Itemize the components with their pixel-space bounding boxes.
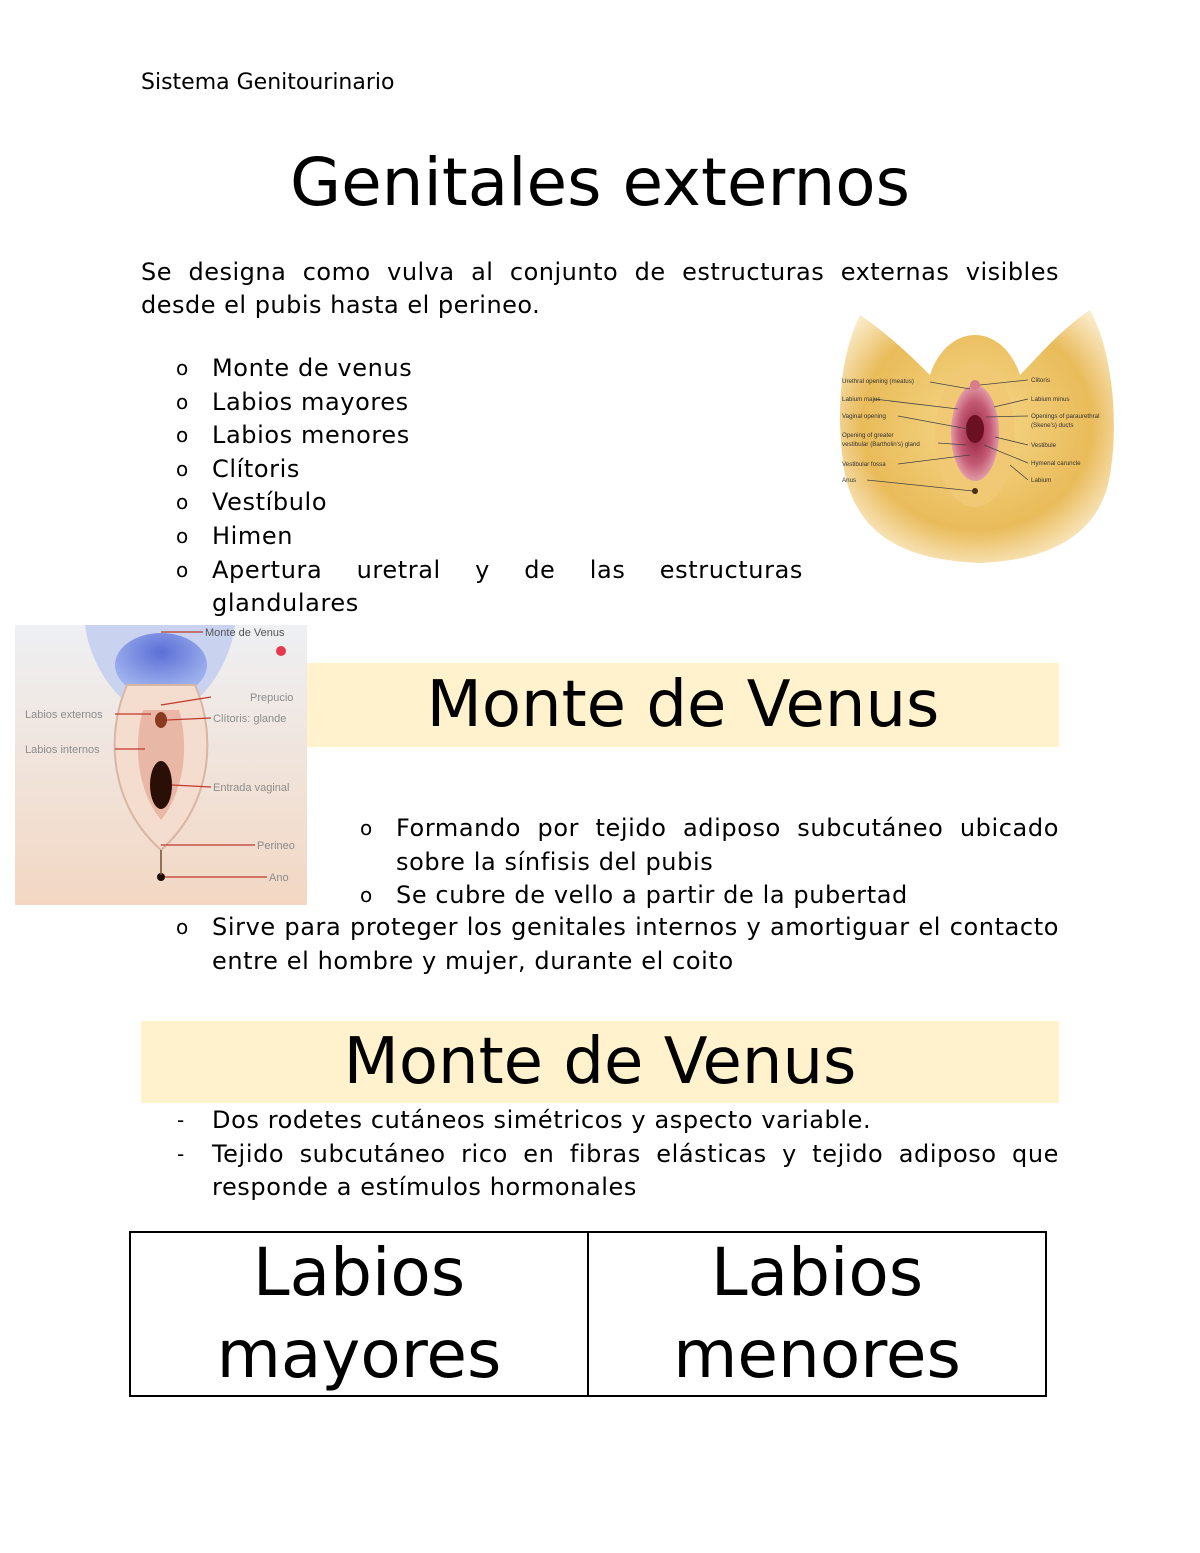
list-item: o Apertura uretral y de las estructuras glandulares <box>176 555 803 618</box>
bullet-marker: o <box>360 816 373 840</box>
figure-label: (Skene's) ducts <box>1031 422 1074 429</box>
section-heading: Monte de Venus <box>141 1021 1059 1103</box>
figure-label: Ano <box>269 872 289 884</box>
bullet-marker: o <box>176 456 189 481</box>
structures-list <box>141 352 803 621</box>
table-cell-labios-mayores: Labios mayores <box>216 1234 502 1393</box>
figure-label: Urethral opening (meatus) <box>842 378 914 385</box>
monte-de-venus-illustration <box>15 625 307 905</box>
vaginal-opening-shape <box>150 761 172 809</box>
figure-label: Vestibular fossa <box>842 461 886 468</box>
list-item: o Himen <box>141 520 803 554</box>
figure-label: Clítoris: glande <box>213 713 287 725</box>
list-item: o Monte de venus <box>141 352 803 386</box>
bullet-marker: o <box>176 389 189 414</box>
clitoris-shape <box>970 380 980 390</box>
figure-label: Clitoris <box>1031 377 1050 384</box>
vaginal-opening-shape <box>966 415 984 443</box>
figure-label: Vestibule <box>1031 442 1057 449</box>
figure-label: Labios externos <box>25 709 103 721</box>
figure-label: Vaginal opening <box>842 413 886 420</box>
figure-label: Anus <box>842 477 857 484</box>
figure-label: Monte de Venus <box>205 627 285 639</box>
list-item: o Sirve para proteger los genitales internos y amortiguar el contacto entre el hombre y mujer, durante el coito <box>176 913 1059 975</box>
page-title: Genitales externos <box>289 144 911 221</box>
figure-label: Openings of paraurethral <box>1031 413 1100 420</box>
figure-label: Perineo <box>257 840 295 852</box>
bullet-marker: o <box>176 523 189 548</box>
clitoris-shape <box>155 712 167 728</box>
list-item: - Dos rodetes cutáneos simétricos y aspecto variable. <box>141 1104 1059 1138</box>
section2-list <box>141 1104 1059 1205</box>
bullet-marker: o <box>176 356 189 380</box>
list-item: o Labios menores <box>141 419 803 453</box>
figure-label: Prepucio <box>250 692 294 704</box>
bullet-marker: o <box>176 490 189 515</box>
figure-label: Labium minus <box>1031 396 1070 403</box>
table-cell-labios-menores: Labios menores <box>587 1233 1045 1395</box>
labios-table <box>129 1231 1047 1397</box>
list-item: o Clítoris <box>141 453 803 487</box>
marker-dot <box>276 646 286 656</box>
bullet-marker: o <box>176 915 189 939</box>
figure-label: vestibular (Bartholin's) gland <box>842 441 920 448</box>
dash-marker: - <box>177 1108 185 1132</box>
section1-wide-list <box>141 911 1059 978</box>
page-header: Sistema Genitourinario <box>141 70 395 95</box>
intro-paragraph: Se designa como vulva al conjunto de estructuras externas visibles desde el pubis hasta el perineo. <box>141 258 1059 319</box>
vulva-anatomy-illustration <box>820 305 1130 567</box>
section-heading: Monte de Venus <box>307 663 1059 747</box>
list-item: o Vestíbulo <box>141 486 803 520</box>
bullet-marker: o <box>360 883 373 908</box>
figure-label: Labium majus <box>842 396 881 403</box>
list-item: o Formando por tejido adiposo subcutáneo ubicado sobre la sínfisis del pubis <box>360 814 1059 876</box>
figure-label: Hymenal caruncle <box>1031 460 1081 467</box>
figure-label: Entrada vaginal <box>213 782 290 794</box>
list-item: o Se cubre de vello a partir de la pubertad <box>325 879 1059 913</box>
list-item: - Tejido subcutáneo rico en fibras elásticas y tejido adiposo que responde a estímulos hormonales <box>177 1139 1059 1202</box>
bullet-marker: o <box>176 423 189 448</box>
dash-marker: - <box>177 1141 185 1166</box>
figure-label: Opening of greater <box>842 432 894 439</box>
bullet-marker: o <box>176 557 189 582</box>
figure-label: Labios internos <box>25 744 100 756</box>
figure-label: Labium <box>1031 477 1052 484</box>
section1-list <box>325 812 1059 913</box>
list-item: o Labios mayores <box>141 386 803 420</box>
